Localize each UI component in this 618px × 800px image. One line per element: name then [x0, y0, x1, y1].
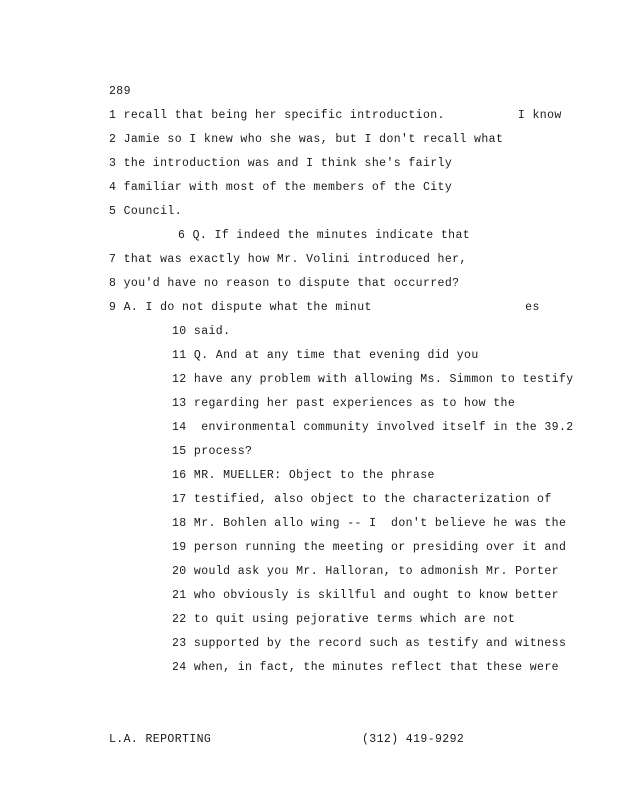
transcript-line-14: 14 environmental community involved itself in the 39.2: [172, 421, 574, 434]
transcript-line-17: 17 testified, also object to the characterization of: [172, 493, 552, 506]
transcript-line-23: 23 supported by the record such as testify and witness: [172, 637, 567, 650]
transcript-line-2: 2 Jamie so I knew who she was, but I don't recall what: [109, 133, 504, 146]
transcript-line-13: 13 regarding her past experiences as to how the: [172, 397, 516, 410]
transcript-line-19: 19 person running the meeting or presiding over it and: [172, 541, 567, 554]
transcript-line-11: 11 Q. And at any time that evening did you: [172, 349, 479, 362]
transcript-line-21: 21 who obviously is skillful and ought to know better: [172, 589, 559, 602]
transcript-line-8: 8 you'd have no reason to dispute that occurred?: [109, 277, 460, 290]
transcript-line-12: 12 have any problem with allowing Ms. Simmon to testify: [172, 373, 574, 386]
transcript-line-24: 24 when, in fact, the minutes reflect that these were: [172, 661, 559, 674]
transcript-line-18: 18 Mr. Bohlen allo wing -- I don't believe he was the: [172, 517, 567, 530]
transcript-line-6: 6 Q. If indeed the minutes indicate that: [178, 229, 471, 242]
footer-reporter: L.A. REPORTING: [109, 733, 212, 746]
transcript-line-15: 15 process?: [172, 445, 253, 458]
page-number: 289: [109, 85, 131, 98]
transcript-line-20: 20 would ask you Mr. Halloran, to admonish Mr. Porter: [172, 565, 559, 578]
transcript-line-4: 4 familiar with most of the members of the City: [109, 181, 453, 194]
transcript-line-16: 16 MR. MUELLER: Object to the phrase: [172, 469, 435, 482]
transcript-line-5: 5 Council.: [109, 205, 183, 218]
transcript-line-22: 22 to quit using pejorative terms which are not: [172, 613, 516, 626]
transcript-line-9: 9 A. I do not dispute what the minut es: [109, 301, 540, 314]
transcript-line-10: 10 said.: [172, 325, 231, 338]
transcript-line-3: 3 the introduction was and I think she's fairly: [109, 157, 453, 170]
transcript-line-1: 1 recall that being her specific introduction. I know: [109, 109, 562, 122]
footer-phone: (312) 419-9292: [362, 733, 465, 746]
transcript-line-7: 7 that was exactly how Mr. Volini introduced her,: [109, 253, 467, 266]
